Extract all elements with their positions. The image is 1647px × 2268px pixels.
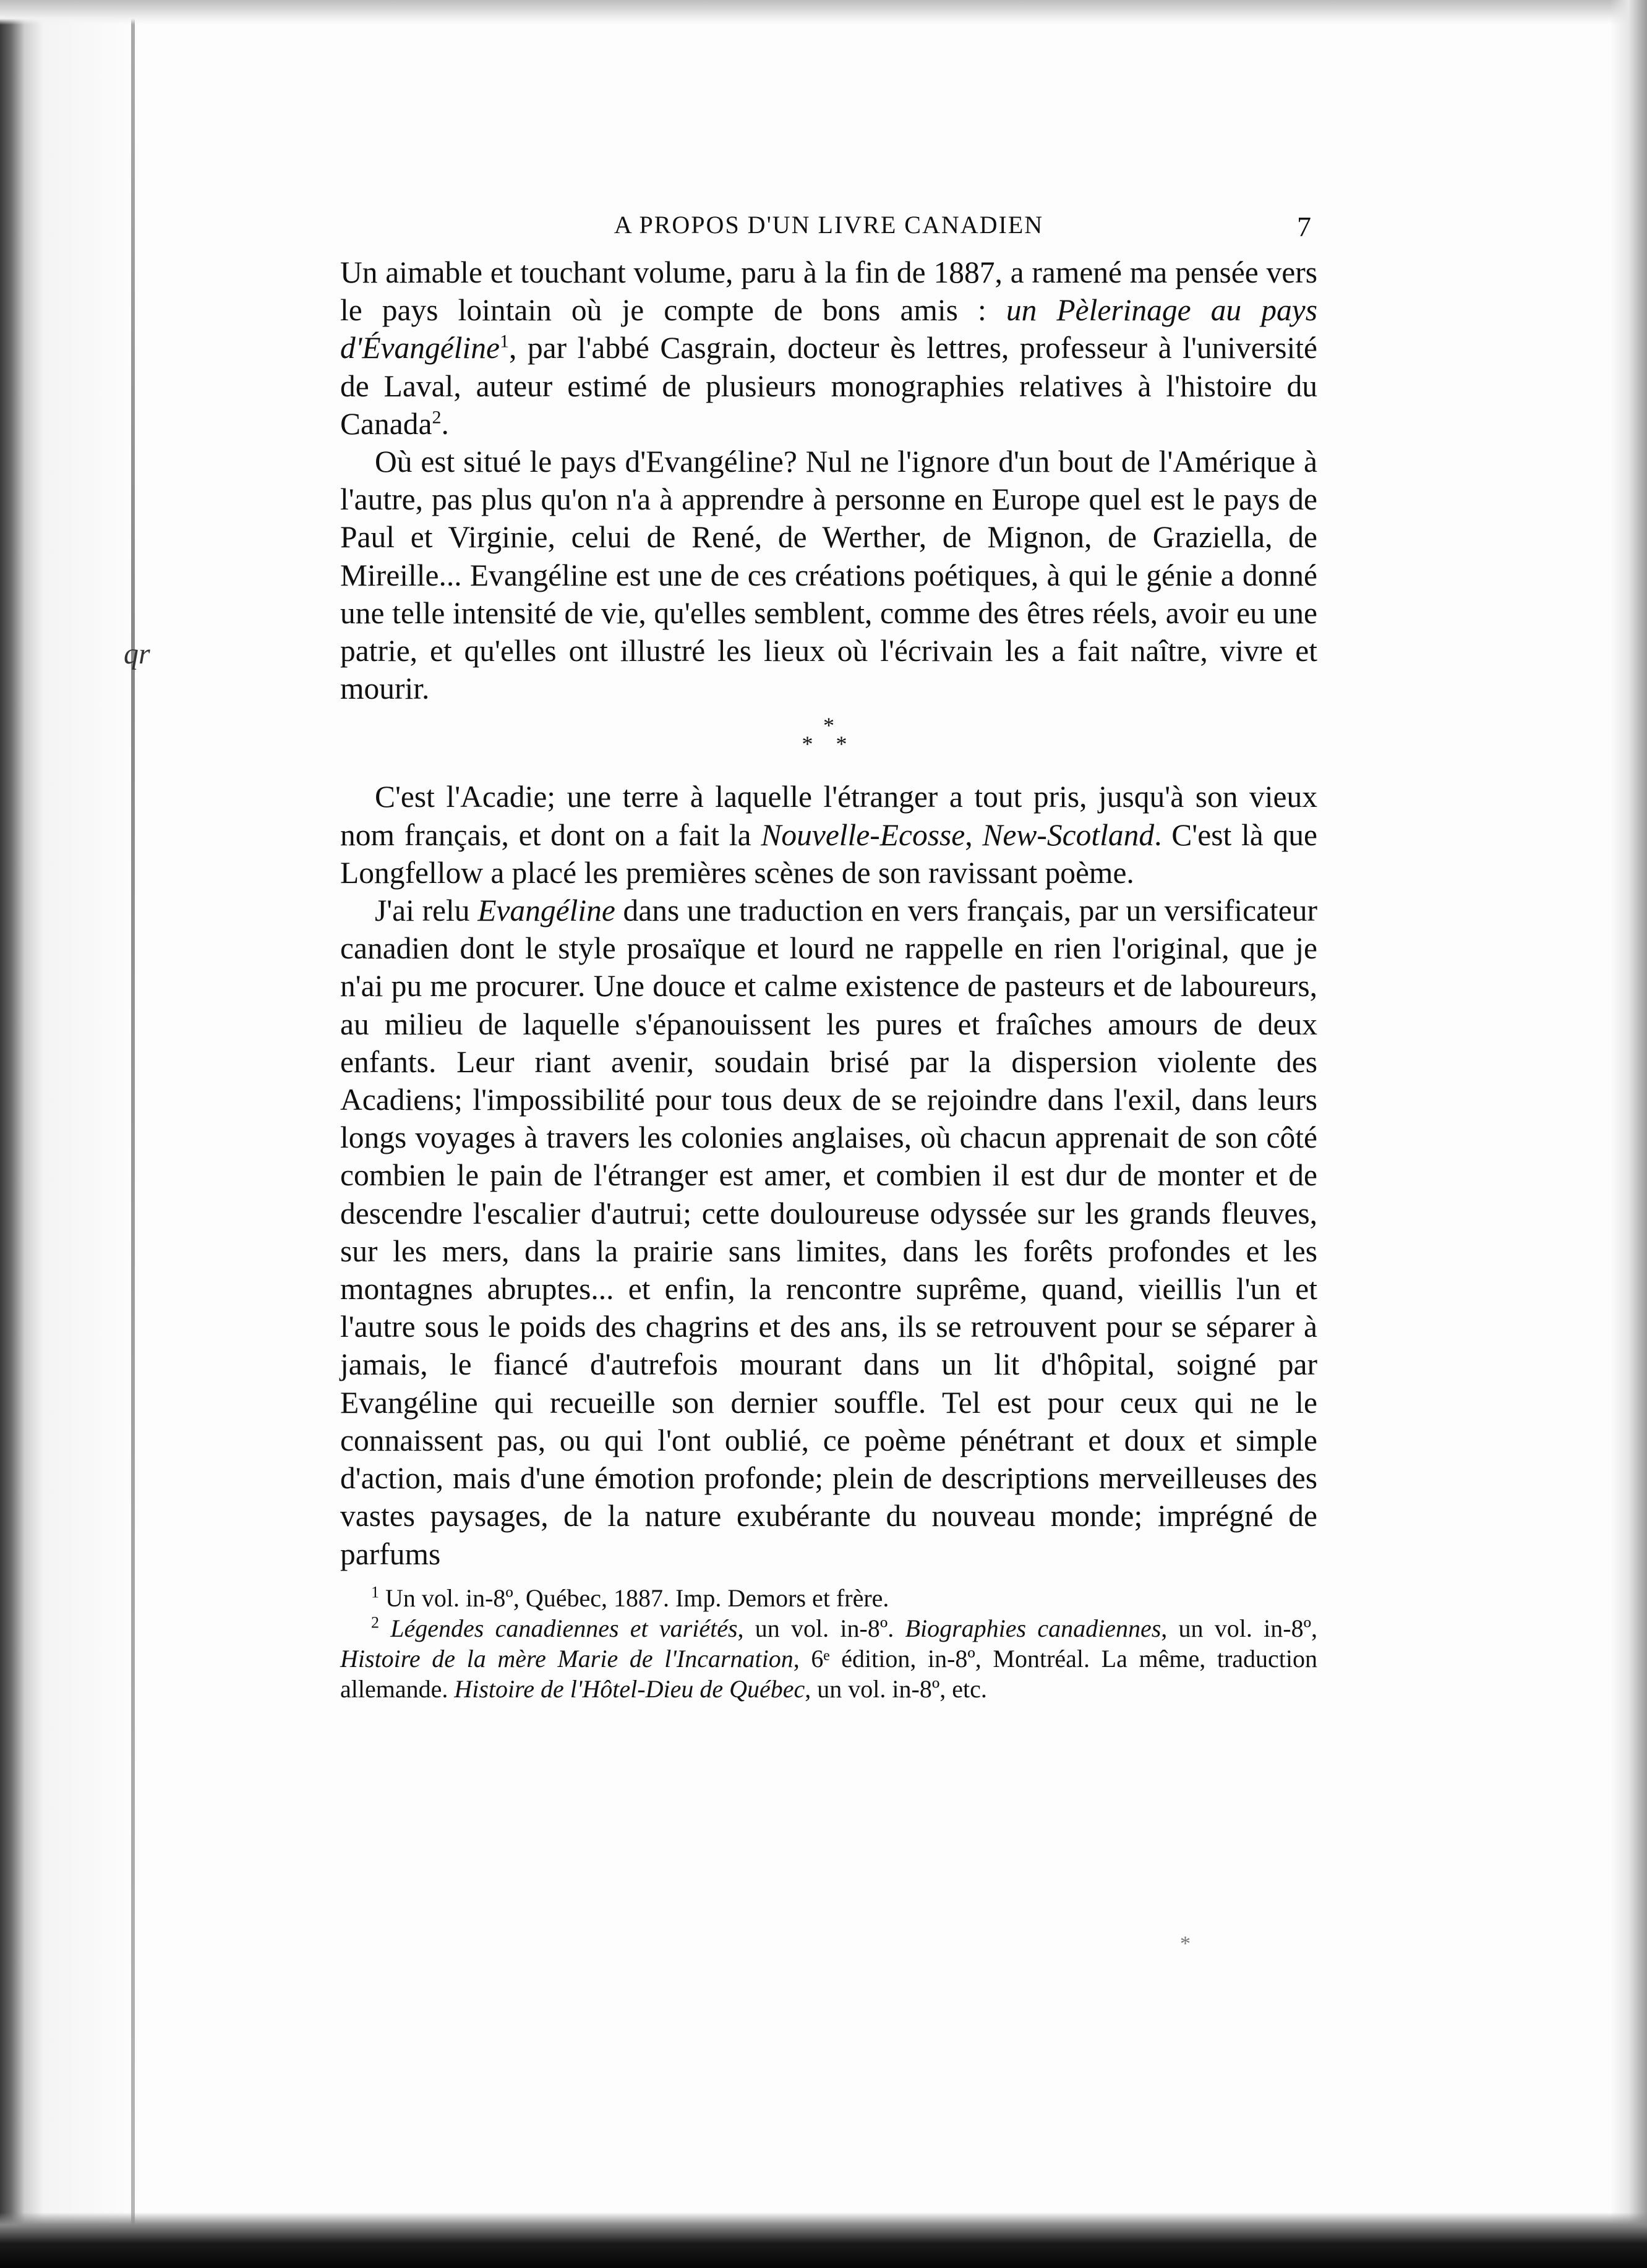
- running-title: A PROPOS D'UN LIVRE CANADIEN: [614, 211, 1044, 239]
- scan-shadow-right: [1610, 0, 1647, 2268]
- footnote-2-title-c: Histoire de la mère Marie de l'Incarnation: [340, 1644, 794, 1673]
- book-page: [340, 210, 1317, 1704]
- paragraph-3-text-a: C'est l'Acadie; une terre à laquelle l'étranger a tout pris, jusqu'à son vieux nom français, et dont on a fait la: [340, 780, 1317, 852]
- asterism-top: *: [823, 713, 834, 738]
- paragraph-4-text-a: J'ai relu: [375, 893, 478, 928]
- footnote-ref-1[interactable]: 1: [500, 331, 509, 352]
- paragraph-1-text-a: Un aimable et touchant volume, paru à la fin de 1887, a ramené ma pensée vers le pays lointain où je compte de bons amis :: [340, 255, 1317, 328]
- place-name-italic-1: Nouvelle-Ecosse: [761, 817, 965, 852]
- place-name-italic-2: New-Scotland: [982, 817, 1155, 852]
- footnote-2-title-d: Histoire de l'Hôtel-Dieu de Québec: [454, 1674, 805, 1703]
- footnote-ref-2[interactable]: 2: [432, 407, 442, 428]
- footnote-2: [340, 1613, 1317, 1704]
- footnote-2-text-c: , 6ᵉ édition, in-8º, Montréal. La même, traduction allemande.: [340, 1644, 1317, 1703]
- paragraph-3: [340, 778, 1317, 892]
- book-spine-edge: [131, 0, 135, 2268]
- margin-annotation: qr: [124, 637, 150, 670]
- scan-shadow-bottom: [0, 2212, 1647, 2268]
- page-number: 7: [1297, 211, 1312, 242]
- footnote-1: [340, 1583, 1317, 1613]
- paragraph-4: [340, 892, 1317, 1573]
- corner-mark: *: [1180, 1932, 1191, 1955]
- paragraph-1-text-c: .: [441, 406, 449, 441]
- footnote-2-text-d: , un vol. in-8º, etc.: [805, 1674, 987, 1703]
- footnote-2-marker: 2: [371, 1613, 379, 1632]
- paragraph-3-text-b: ,: [965, 817, 983, 852]
- paragraph-1-text-b: , par l'abbé Casgrain, docteur ès lettres, professeur à l'université de Laval, auteur estimé de plusieurs monographies relatives à l'histoire du Canada: [340, 331, 1317, 441]
- paragraph-4-text-b: dans une traduction en vers français, par un versificateur canadien dont le style prosaïque et lourd ne rappelle en rien l'original, que je n'ai pu me procurer. Une douce et calme existence de pasteurs et de laboureurs, au milieu de laquelle s'épanouissent les pures et fraîches amours de deux enfants. Leur riant avenir, soudain brisé par la dispersion violente des Acadiens; l'impossibilité pour tous deux de se rejoindre dans l'exil, dans leurs longs voyages à travers les colonies anglaises, où chacun apprenait de son côté combien le pain de l'étranger est amer, et combien il est dur de monter et de descendre l'escalier d'autrui; cette douloureuse odyssée sur les grands fleuves, sur les mers, dans la prairie sans limites, dans les forêts profondes et les montagnes abruptes... et enfin, la rencontre suprême, quand, vieillis l'un et l'autre sous le poids des chagrins et des ans, ils se retrouvent pour se séparer à jamais, le fiancé d'autrefois mourant dans un lit d'hôpital, soigné par Evangéline qui recueille son dernier souffle. Tel est pour ceux qui ne le connaissent pas, ou qui l'ont oublié, ce poème pénétrant et doux et simple d'action, mais d'une émotion profonde; plein de descriptions merveilleuses des vastes paysages, de la nature exubérante du nouveau monde; imprégné de parfums: [340, 893, 1317, 1571]
- footnote-2-title-b: Biographies canadiennes: [905, 1614, 1161, 1642]
- footnote-1-text: Un vol. in-8º, Québec, 1887. Imp. Demors et frère.: [379, 1584, 889, 1612]
- footnote-2-title-a: Légendes canadiennes et variétés: [390, 1614, 738, 1642]
- footnote-1-marker: 1: [371, 1583, 379, 1601]
- scan-shadow-left: [0, 0, 142, 2268]
- running-head: [340, 210, 1317, 254]
- poem-title-italic: Evangéline: [477, 893, 615, 928]
- footnote-2-text-b: , un vol. in-8º,: [1161, 1614, 1318, 1642]
- body-text: [340, 254, 1317, 1573]
- asterism-bottom: * *: [802, 731, 856, 757]
- footnote-2-text-a: , un vol. in-8º.: [737, 1614, 905, 1642]
- section-separator: [340, 707, 1317, 778]
- book-title-italic: un Pèlerinage au pays d'Évangéline: [340, 293, 1317, 365]
- paragraph-1: [340, 254, 1317, 443]
- paragraph-3-text-c: . C'est là que Longfellow a placé les premières scènes de son ravissant poème.: [340, 817, 1318, 890]
- scan-shadow-top: [0, 0, 1647, 25]
- footnotes: [340, 1583, 1317, 1704]
- paragraph-2: Où est situé le pays d'Evangéline? Nul ne l'ignore d'un bout de l'Amérique à l'autre, pas plus qu'on n'a à apprendre à personne en Europe quel est le pays de Paul et Virginie, celui de René, de Werther, de Mignon, de Graziella, de Mireille... Evangéline est une de ces créations poétiques, à qui le génie a donné une telle intensité de vie, qu'elles semblent, comme des êtres réels, avoir eu une patrie, et qu'elles ont illustré les lieux où l'écrivain les a fait naître, vivre et mourir.: [340, 445, 1317, 706]
